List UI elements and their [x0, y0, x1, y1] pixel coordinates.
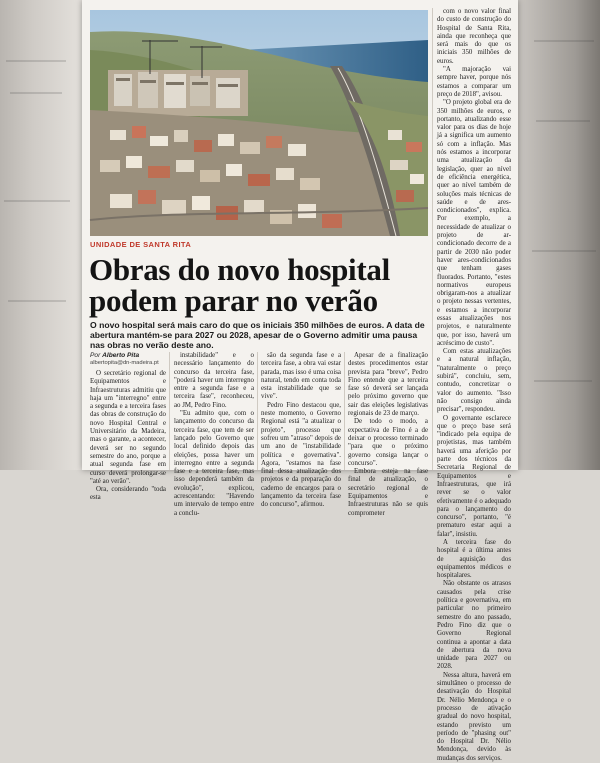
author-email: albertopita@dn-madeira.pt [90, 360, 159, 366]
paragraph: Não obstante os atrasos causados pela crise política e governativa, em particular no primeiro semestre do ano passado, Pedro Fino diz que o Governo Regional continua a apontar a data de abertura da nova unidade para 2027 ou 2028. [437, 580, 511, 671]
paragraph: instabilidade" e o necessário lançamento do concurso da terceira fase, "poderá haver um interregno entre a segunda fase e a terceira fase", reconheceu, ao JM, Pedro Fino. [174, 352, 254, 409]
paragraph: O secretário regional de Equipamentos e Infraestruturas admitiu que haja um "interregno" entre a segunda e a terceira fases das obras de construção do novo Hospital Central e Universitário da Madeira, mas o garante, a acontecer, deverá ser no segundo semestre do ano, porque a atual segunda fase em curso deverá prolongar-se "até ao verão". [90, 370, 166, 485]
text-column-5 [437, 8, 511, 762]
text-column-2 [174, 352, 254, 517]
paragraph: "O projeto global era de 350 milhões de euros, e portanto, atualizando esse valor para os dias de hoje já a significa um aumento só com a inflação. Mas nós estamos a incorporar uma atualização da legislação, quer ao nível de eficiência energética, quer ao nível também de soluções mais técnicas de saúde e de ares-condicionados", explica. Por exemplo, a necessidade de atualizar o projeto de ar-condicionado decorre de a partir de 2030 não poder haver ares-condicionados que tenham gases fluorados. Portanto, "estes normativos europeus obrigaram-nos a atualizar o projeto nessas vertentes, e estamos a incorporar essas atualizações nos projetos, e naturalmente que, por isso, haverá um acréscimo de custo". [437, 99, 511, 347]
text-column-4 [348, 352, 428, 517]
headline [89, 254, 429, 316]
lead-paragraph: O novo hospital será mais caro do que os iniciais 350 milhões de euros. A data de abertura mantém-se para 2027 ou 2028, apesar de o Governo admitir uma pausa nas obras no verão deste ano. [90, 320, 425, 351]
paragraph: Apesar de a finalização destes procedimentos estar prevista para "breve", Pedro Fino entende que a terceira fase só deverá ser lançada pelo próximo governo que sair das eleições legislativas regionais de 23 de março. [348, 352, 428, 418]
paragraph: "A majoração vai sempre haver, porque nós estamos a comparar um preço de 2018", avisou. [437, 66, 511, 98]
paragraph: De todo o modo, a expectativa de Fino é a de deixar o processo terminado "para que o próximo governo consiga lançar o concurso". [348, 418, 428, 467]
paragraph: são da segunda fase e a terceira fase, a obra vai estar parada, mas isso é uma coisa natural, tendo em conta toda esta instabilidade que se vive". [261, 352, 341, 401]
paragraph: Nessa altura, haverá em simultâneo o processo de desativação do Hospital Dr. Nélio Mendonça e o processo de ativação gradual do novo hospital, estando previsto um período de "phasing out" do Hospital Dr. Nélio Mendonça, devido às mudanças dos serviços. [437, 671, 511, 762]
adjacent-page-left [0, 0, 82, 470]
paragraph: A terceira fase do hospital é a última antes de aquisição dos equipamentos médicos e hospitalares. [437, 539, 511, 580]
text-column-1 [90, 370, 166, 502]
paragraph: Embora esteja na fase final de atualização, o secretário regional de Equipamentos e Infraestruturas não se quis comprometer [348, 468, 428, 517]
byline [90, 352, 166, 366]
author-name: Alberto Pita [102, 352, 140, 359]
paragraph: com o novo valor final do custo de construção do Hospital de Santa Rita, ainda que reconheça que será mais do que os iniciais 350 milhões de euros. [437, 8, 511, 65]
headline-line-1: Obras do novo hospital [89, 252, 390, 287]
paragraph: Ora, considerando "toda esta [90, 486, 166, 502]
newspaper-page [82, 0, 518, 762]
paragraph: "Eu admito que, com o lançamento do concurso da terceira fase, que tem de ser lançado pelo Governo que local definido depois das eleições, possa haver um interregno entre a segunda fase e a terceira fase, mas isso dependerá também da evolução", explicou, acrescentando: "Havendo um intervalo de tempo entre a conclu- [174, 410, 254, 517]
paragraph: Com estas atualizações e a natural inflação, "naturalmente o preço subirá", concluiu, sem, contudo, concretizar o valor do aumento. "Isso não consigo ainda precisar", respondeu. [437, 348, 511, 414]
text-column-3 [261, 352, 341, 509]
section-kicker: UNIDADE DE SANTA RITA [90, 240, 192, 249]
adjacent-page-right [518, 0, 600, 470]
paragraph: O governante esclarece que o preço base será "indicado pela equipa de projetistas, mas também haverá uma aferição por parte dos técnicos da Secretaria Regional de Equipamentos e Infraestruturas, que irá rever se o valor efetivamente é o adequado para o lançamento do concurso", portanto, "é prematuro estar aqui a falar", insistiu. [437, 414, 511, 538]
byline-prefix: Por [90, 352, 101, 359]
construction-site-photo [90, 10, 428, 236]
paragraph: Pedro Fino destacou que, neste momento, o Governo Regional está "a atualizar o projeto", processo que sofreu um "atraso" depois de um ano de "instabilidade política e governativa". Agora, "estamos na fase final dessa atualização dos projetos e da preparação do caderno de encargos para o lançamento da terceira fase do concurso", afirmou. [261, 401, 341, 509]
headline-line-2: podem parar no verão [89, 283, 378, 318]
